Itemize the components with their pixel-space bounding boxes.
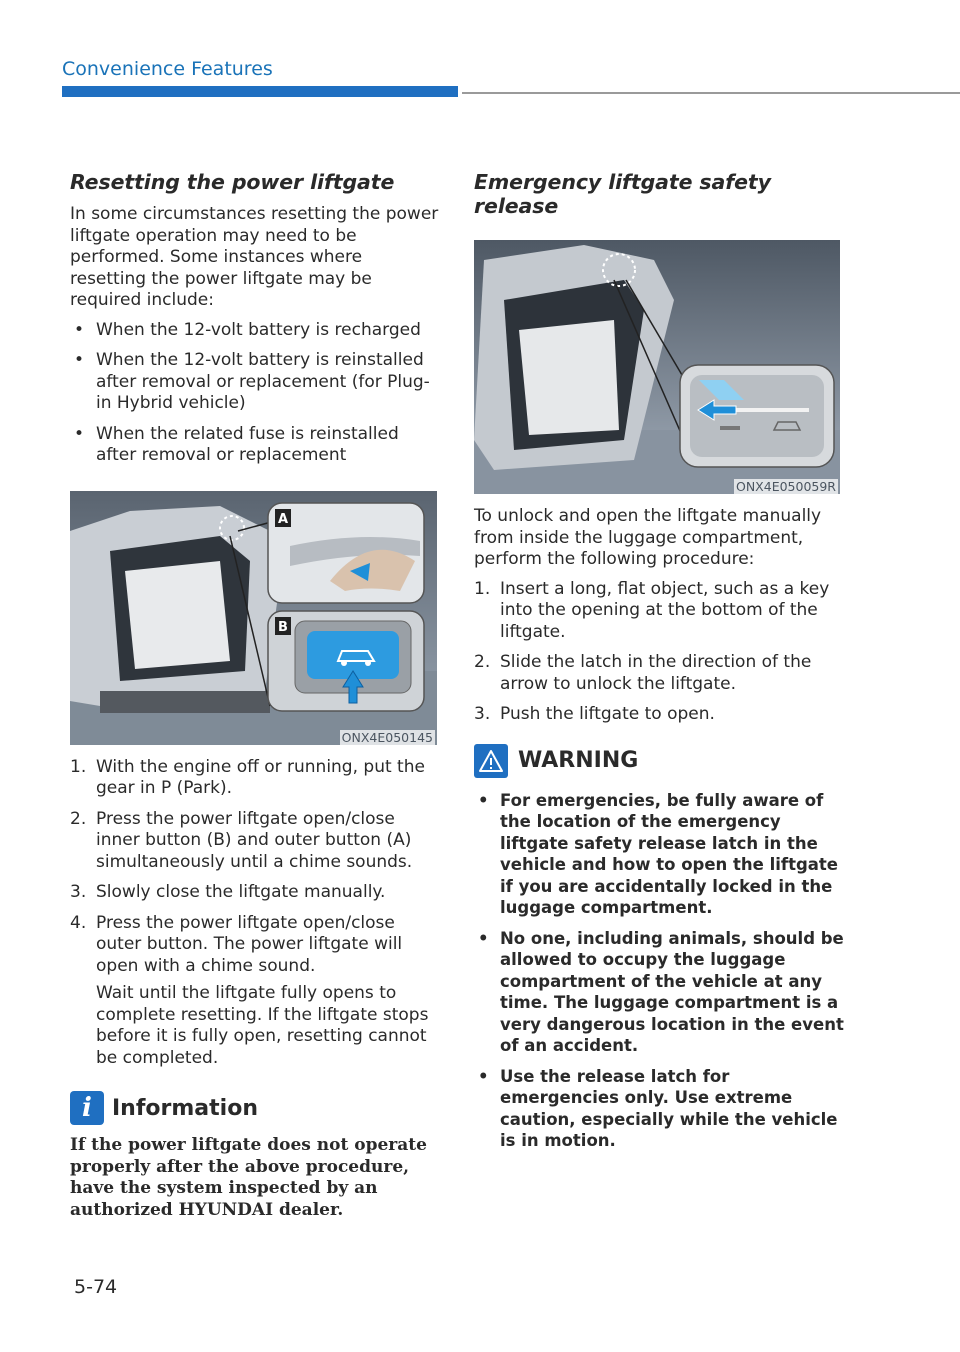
heading-resetting-power-liftgate: Resetting the power liftgate (70, 170, 395, 194)
emergency-release-illustration (474, 240, 840, 494)
list-item: • Use the release latch for emergencies only. Use extreme caution, especially while the vehicle is in motion. (474, 1066, 844, 1152)
emergency-intro: To unlock and open the liftgate manually from inside the luggage compartment, perform the following procedure: (474, 506, 822, 569)
figure-code: ONX4E050145 (341, 729, 433, 745)
step-text: Insert a long, flat object, such as a key into the opening at the bottom of the liftgate. (500, 578, 830, 642)
list-item: • When the 12-volt battery is recharged (70, 320, 440, 342)
information-body: If the power liftgate does not operate properly after the above procedure, have the system inspected by an authorized HYUNDAI dealer. (70, 1135, 427, 1220)
step-text: Press the power liftgate open/close inner button (B) and outer button (A) simultaneously until a chime sounds. (96, 808, 413, 872)
step-number: 1. (474, 578, 491, 599)
figure-code: ONX4E050059R (735, 479, 836, 494)
list-item (70, 809, 440, 874)
step-number: 2. (474, 652, 491, 672)
warning-list (474, 790, 844, 1152)
step-text: With the engine off or running, put the gear in P (Park). (96, 756, 425, 798)
list-item: • When the 12-volt battery is reinstalled after removal or replacement (for Plug-in Hybrid vehicle) (70, 350, 440, 415)
reset-steps-list (70, 757, 440, 1070)
step-text: Slowly close the liftgate manually. (96, 882, 386, 902)
warning-title: WARNING (518, 748, 639, 773)
information-icon: i (70, 1091, 104, 1125)
step-text: Press the power liftgate open/close outer button. The power liftgate will open with a chime sound. (96, 912, 403, 976)
step-number: 2. (70, 808, 87, 829)
step-number: 1. (70, 756, 87, 777)
emergency-steps-list (474, 579, 844, 726)
step-number: 4. (70, 912, 87, 933)
list-item (474, 652, 844, 695)
list-item (474, 579, 844, 644)
information-title: Information (112, 1095, 258, 1121)
step-number: 3. (70, 882, 87, 902)
header-rule-accent (62, 86, 458, 97)
list-item (70, 913, 440, 1070)
heading-emergency-liftgate-release: Emergency liftgate safety release (474, 170, 771, 218)
figure-emergency-release (474, 240, 840, 494)
figure-liftgate-buttons (70, 491, 437, 745)
information-header (70, 1091, 440, 1125)
liftgate-buttons-illustration (70, 491, 437, 745)
right-column (474, 170, 844, 1161)
warning-header (474, 744, 844, 778)
list-item: • For emergencies, be fully aware of the location of the emergency liftgate safety release latch in the vehicle and how to open the liftgate if you are accidentally locked in the luggage compartment. (474, 790, 844, 919)
warning-triangle-icon (474, 744, 508, 778)
callout-label-a: A (277, 511, 289, 527)
list-item (70, 757, 440, 800)
callout-label-b: B (278, 619, 288, 635)
step-note: Wait until the liftgate fully opens to complete resetting. If the liftgate stops before it is fully open, resetting cannot be completed. (96, 983, 429, 1068)
step-text: Slide the latch in the direction of the arrow to unlock the liftgate. (500, 652, 812, 694)
list-item (70, 882, 440, 904)
section-header-title: Convenience Features (62, 58, 273, 80)
left-column (70, 170, 440, 1221)
step-number: 3. (474, 704, 491, 724)
step-text: Push the liftgate to open. (500, 704, 715, 724)
resetting-intro: In some circumstances resetting the power liftgate operation may need to be performed. Some instances where resetting the power liftgate may be required include: (70, 204, 439, 310)
reset-conditions-list (70, 320, 440, 467)
list-item: • No one, including animals, should be allowed to occupy the luggage compartment of the vehicle at any time. The luggage compartment is a very dangerous location in the event of an accident. (474, 928, 844, 1057)
page-number: 5-74 (74, 1276, 118, 1298)
header-rule-divider (462, 92, 960, 94)
list-item (474, 704, 844, 726)
list-item: • When the related fuse is reinstalled after removal or replacement (70, 424, 440, 467)
